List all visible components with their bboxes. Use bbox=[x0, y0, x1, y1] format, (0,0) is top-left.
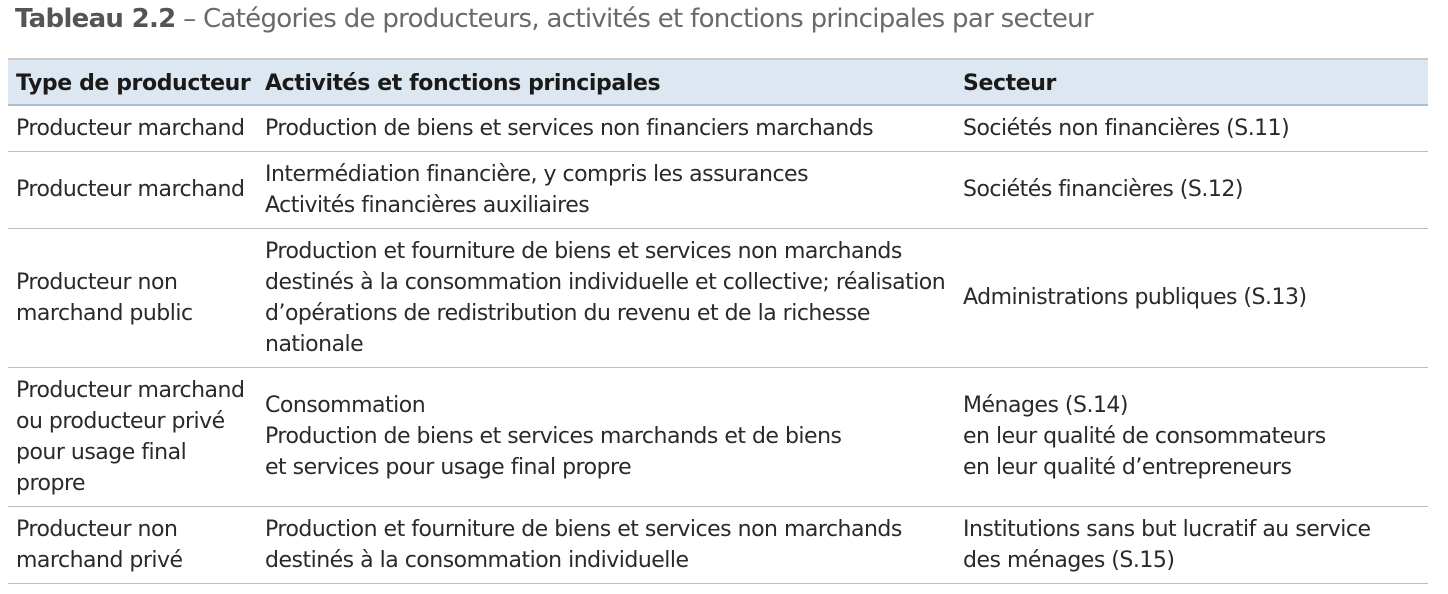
cell-line: Consommation bbox=[265, 393, 426, 418]
table-row bbox=[8, 105, 1428, 151]
cell-type bbox=[8, 367, 257, 506]
header-type: Type de producteur bbox=[16, 70, 251, 96]
cell-activities bbox=[257, 228, 955, 367]
cell-line: Production de biens et services marchands et de biens bbox=[265, 424, 842, 449]
cell-line: Producteur marchand bbox=[16, 377, 245, 403]
table-row bbox=[8, 228, 1428, 367]
cell-sector bbox=[955, 367, 1428, 506]
producer-table bbox=[8, 58, 1428, 584]
table-row bbox=[8, 151, 1428, 228]
cell-line: Production de biens et services non financiers marchands bbox=[265, 115, 874, 141]
header-row bbox=[8, 59, 1428, 105]
cell-line: marchand privé bbox=[16, 547, 183, 573]
cell-line: Sociétés non financières (S.11) bbox=[963, 115, 1290, 141]
cell-line: Producteur non bbox=[16, 269, 178, 295]
cell-line: et services pour usage final propre bbox=[265, 455, 632, 480]
cell-line: destinés à la consommation individuelle et collective; réalisation bbox=[265, 269, 946, 295]
cell-activities bbox=[257, 151, 955, 228]
table-number: Tableau 2.2 bbox=[15, 4, 176, 34]
table-row bbox=[8, 506, 1428, 583]
header-activities: Activités et fonctions principales bbox=[265, 70, 661, 96]
cell-line: destinés à la consommation individuelle bbox=[265, 547, 689, 573]
cell-line: d’opérations de redistribution du revenu et de la richesse bbox=[265, 300, 870, 326]
table-row bbox=[8, 367, 1428, 506]
cell-line: Sociétés financières (S.12) bbox=[963, 177, 1243, 202]
cell-line: des ménages (S.15) bbox=[963, 547, 1175, 573]
header-sector: Secteur bbox=[963, 70, 1056, 96]
table-caption bbox=[15, 4, 1093, 34]
cell-type bbox=[8, 506, 257, 583]
cell-line: Activités financières auxiliaires bbox=[265, 192, 590, 218]
cell-line: en leur qualité de consommateurs bbox=[963, 424, 1326, 449]
cell-line: Producteur marchand bbox=[16, 115, 245, 141]
cell-sector bbox=[955, 151, 1428, 228]
cell-line: Production et fourniture de biens et services non marchands bbox=[265, 238, 902, 264]
cell-sector bbox=[955, 105, 1428, 151]
cell-line: Intermédiation financière, y compris les assurances bbox=[265, 161, 809, 187]
cell-line: nationale bbox=[265, 331, 364, 357]
cell-activities bbox=[257, 367, 955, 506]
cell-line: propre bbox=[16, 470, 86, 496]
cell-sector bbox=[955, 228, 1428, 367]
cell-line: pour usage final bbox=[16, 439, 187, 465]
cell-line: en leur qualité d’entrepreneurs bbox=[963, 455, 1292, 480]
cell-type bbox=[8, 105, 257, 151]
cell-activities bbox=[257, 506, 955, 583]
cell-sector bbox=[955, 506, 1428, 583]
table-title: – Catégories de producteurs, activités et fonctions principales par secteur bbox=[175, 4, 1093, 34]
cell-line: Ménages (S.14) bbox=[963, 393, 1129, 418]
cell-type bbox=[8, 151, 257, 228]
cell-line: Production et fourniture de biens et services non marchands bbox=[265, 516, 902, 542]
cell-line: ou producteur privé bbox=[16, 408, 225, 434]
cell-line: Institutions sans but lucratif au service bbox=[963, 516, 1371, 542]
cell-line: Producteur marchand bbox=[16, 177, 245, 202]
cell-line: Administrations publiques (S.13) bbox=[963, 285, 1307, 310]
cell-line: marchand public bbox=[16, 300, 193, 326]
cell-line: Producteur non bbox=[16, 516, 178, 542]
cell-type bbox=[8, 228, 257, 367]
cell-activities bbox=[257, 105, 955, 151]
